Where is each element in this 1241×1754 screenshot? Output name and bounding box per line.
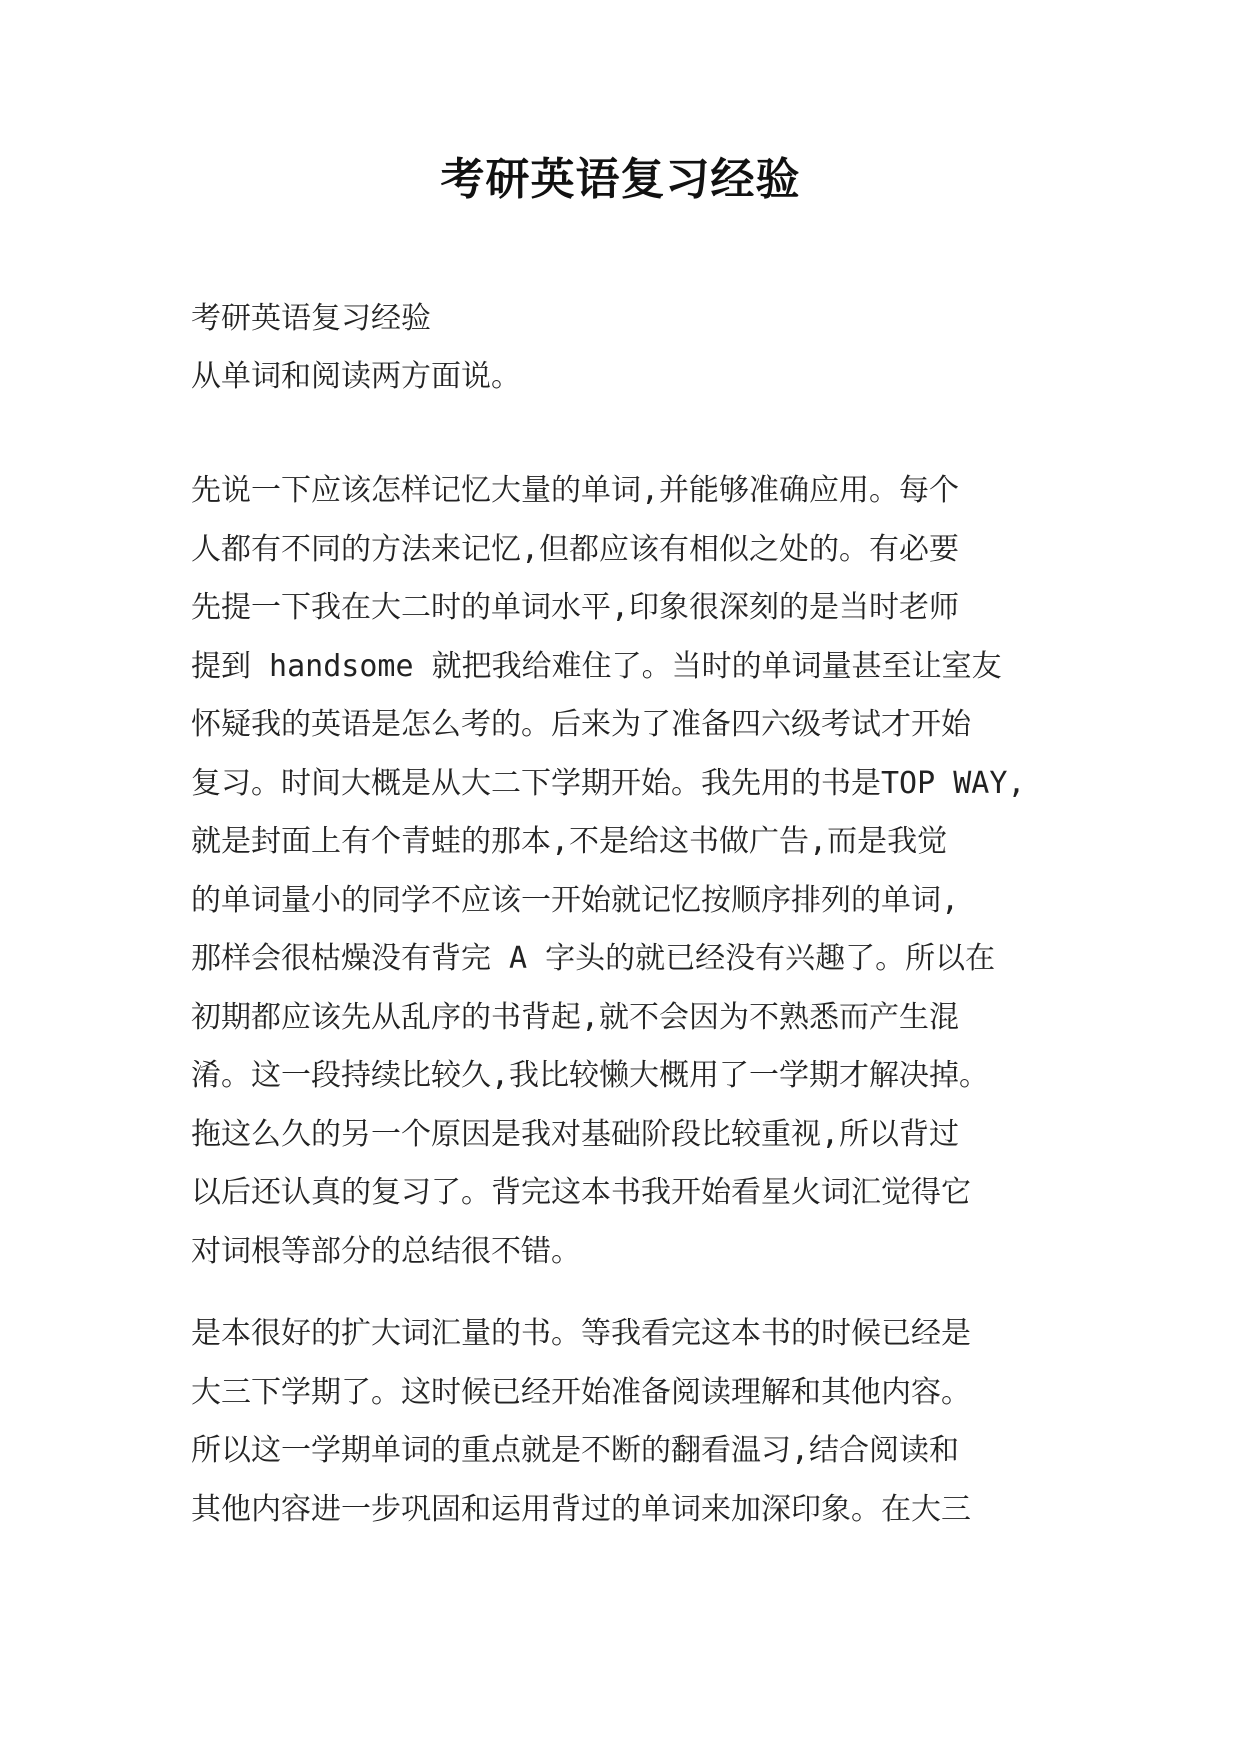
text-line: 先提一下我在大二时的单词水平,印象很深刻的是当时老师 [191, 590, 960, 625]
text-line: 人都有不同的方法来记忆,但都应该有相似之处的。有必要 [191, 531, 960, 567]
subtitle-line: 考研英语复习经验 [191, 301, 431, 336]
text-line: 大三下学期了。这时候已经开始准备阅读理解和其他内容。 [191, 1374, 971, 1410]
text-line: 就是封面上有个青蛙的那本,不是给这书做广告,而是我觉 [191, 824, 948, 859]
text-line: 复习。时间大概是从大二下学期开始。我先用的书是TOP WAY, [191, 765, 1026, 801]
text-line: 以后还认真的复习了。背完这本书我开始看星火词汇觉得它 [191, 1175, 971, 1210]
text-line: 其他内容进一步巩固和运用背过的单词来加深印象。在大三 [191, 1491, 971, 1527]
text-line: 淆。这一段持续比较久,我比较懒大概用了一学期才解决掉。 [191, 1058, 990, 1093]
document-subtitle [191, 290, 1091, 349]
text-line: 对词根等部分的总结很不错。 [191, 1233, 581, 1269]
paragraph-review [191, 1305, 1091, 1539]
text-line: 提到 handsome 就把我给难住了。当时的单词量甚至让室友 [191, 648, 1002, 684]
text-line: 初期都应该先从乱序的书背起,就不会因为不熟悉而产生混 [191, 999, 960, 1035]
intro-paragraph [191, 348, 1091, 407]
paragraph-vocabulary [191, 462, 1091, 1281]
intro-line: 从单词和阅读两方面说。 [191, 359, 521, 394]
text-line: 先说一下应该怎样记忆大量的单词,并能够准确应用。每个 [191, 473, 960, 508]
text-line: 的单词量小的同学不应该一开始就记忆按顺序排列的单词, [191, 882, 960, 918]
document-title: 考研英语复习经验 [440, 154, 801, 205]
text-line: 是本很好的扩大词汇量的书。等我看完这本书的时候已经是 [191, 1316, 971, 1351]
text-line: 所以这一学期单词的重点就是不断的翻看温习,结合阅读和 [191, 1433, 960, 1468]
text-line: 怀疑我的英语是怎么考的。后来为了准备四六级考试才开始 [191, 707, 971, 742]
text-line: 拖这么久的另一个原因是我对基础阶段比较重视,所以背过 [191, 1116, 960, 1152]
text-line: 那样会很枯燥没有背完 A 字头的就已经没有兴趣了。所以在 [191, 941, 996, 976]
